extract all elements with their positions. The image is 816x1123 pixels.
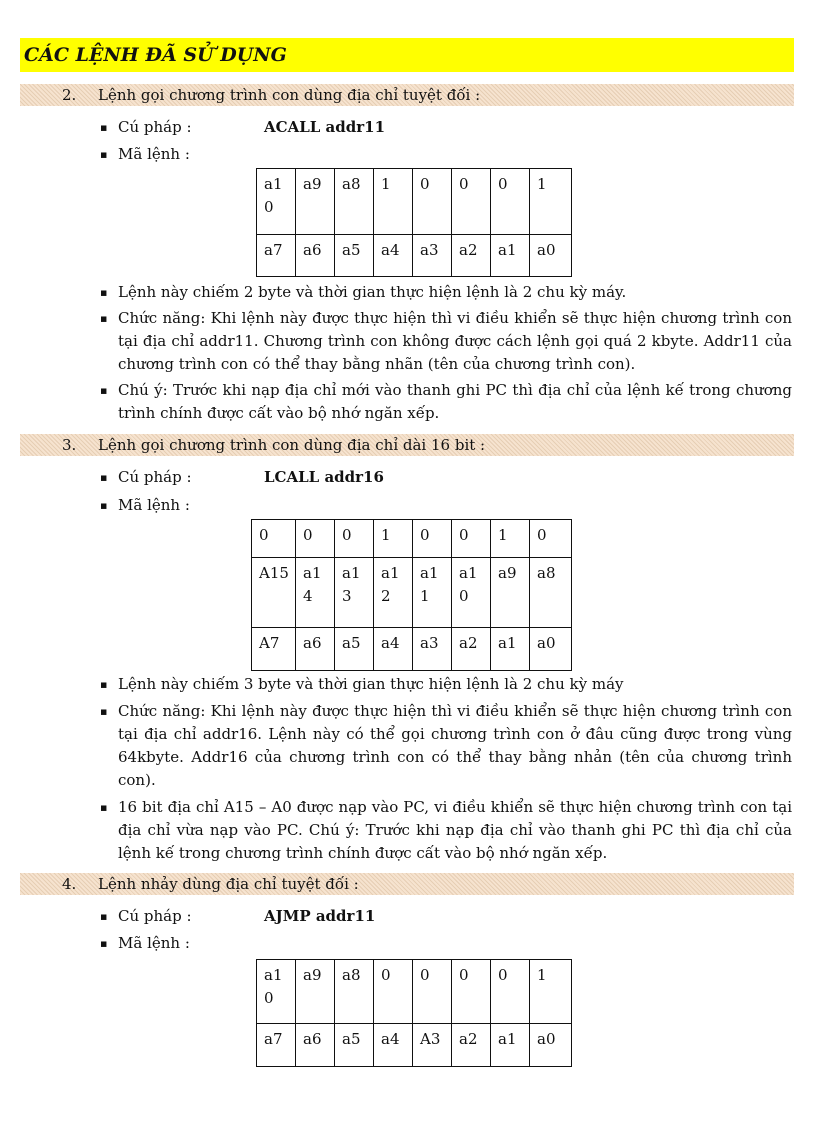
opcode-cell: a3 — [413, 628, 452, 671]
bullet-icon: ▪ — [100, 286, 108, 299]
opcode-cell: a9 — [296, 169, 335, 235]
opcode-label: Mã lệnh : — [118, 145, 190, 163]
section-heading-2 — [20, 84, 794, 106]
opcode-cell: a0 — [530, 235, 572, 277]
bullet-icon: ▪ — [100, 499, 108, 512]
opcode-label: Mã lệnh : — [118, 934, 190, 952]
section-number: 4. — [62, 875, 77, 893]
opcode-cell: a4 — [374, 628, 413, 671]
opcode-cell: a4 — [374, 235, 413, 277]
opcode-label: Mã lệnh : — [118, 496, 190, 514]
opcode-cell: 1 — [530, 169, 572, 235]
syntax-label: Cú pháp : — [118, 118, 192, 136]
opcode-cell: a14 — [296, 558, 335, 628]
opcode-cell: a0 — [530, 1024, 572, 1067]
opcode-cell: a6 — [296, 1024, 335, 1067]
bullet-icon: ▪ — [100, 910, 108, 923]
opcode-cell: A3 — [413, 1024, 452, 1067]
opcode-cell: 0 — [413, 169, 452, 235]
opcode-cell: 0 — [530, 520, 572, 558]
opcode-cell: A7 — [252, 628, 296, 671]
page-title: CÁC LỆNH ĐÃ SỬ DỤNG — [20, 38, 794, 72]
bullet-icon: ▪ — [100, 384, 108, 397]
opcode-cell: A15 — [252, 558, 296, 628]
bullet-icon: ▪ — [100, 148, 108, 161]
bullet-icon: ▪ — [100, 121, 108, 134]
bullet-icon: ▪ — [100, 937, 108, 950]
opcode-cell: a13 — [335, 558, 374, 628]
opcode-cell: 0 — [413, 520, 452, 558]
opcode-cell: a2 — [452, 1024, 491, 1067]
note-text: Chức năng: Khi lệnh này được thực hiện thì vi điều khiển sẽ thực hiện chương trình con tại địa chỉ addr11. Chương trình con không được cách lệnh gọi quá 2 kbyte. Addr11 của chương trình con có thể thay bằng nhãn (tên của chương trình con). — [118, 309, 792, 373]
bullet-icon: ▪ — [100, 471, 108, 484]
opcode-cell: 0 — [374, 960, 413, 1024]
opcode-cell: a1 — [491, 628, 530, 671]
bullet-icon: ▪ — [100, 312, 108, 325]
opcode-cell: 0 — [335, 520, 374, 558]
opcode-cell: a2 — [452, 628, 491, 671]
opcode-cell: a5 — [335, 235, 374, 277]
opcode-row — [257, 960, 572, 1024]
opcode-cell: 0 — [452, 960, 491, 1024]
opcode-cell: a6 — [296, 235, 335, 277]
opcode-cell: a9 — [491, 558, 530, 628]
opcode-cell: a0 — [530, 628, 572, 671]
opcode-cell: a8 — [335, 960, 374, 1024]
opcode-cell: 0 — [296, 520, 335, 558]
opcode-row — [252, 558, 572, 628]
opcode-cell: a8 — [530, 558, 572, 628]
opcode-cell: a10 — [452, 558, 491, 628]
section-heading-text: Lệnh nhảy dùng địa chỉ tuyệt đối : — [98, 875, 359, 893]
opcode-cell: 0 — [413, 960, 452, 1024]
opcode-cell: 1 — [374, 520, 413, 558]
opcode-row — [252, 628, 572, 671]
opcode-cell: 0 — [452, 520, 491, 558]
section-number: 3. — [62, 436, 77, 454]
syntax-value: ACALL addr11 — [264, 118, 386, 136]
opcode-cell: a2 — [452, 235, 491, 277]
opcode-cell: a6 — [296, 628, 335, 671]
bullet-icon: ▪ — [100, 705, 108, 718]
opcode-cell: a11 — [413, 558, 452, 628]
opcode-cell: 0 — [452, 169, 491, 235]
opcode-cell: 0 — [252, 520, 296, 558]
note-text: Chức năng: Khi lệnh này được thực hiện thì vi điều khiển sẽ thực hiện chương trình con tại địa chỉ addr16. Lệnh này có thể gọi chương trình con ở đâu cũng được trong vùng 64kbyte. Addr16 của chương trình con có thể thay bằng nhản (tên của chương trình con). — [118, 702, 792, 789]
section-number: 2. — [62, 86, 77, 104]
section-heading-text: Lệnh gọi chương trình con dùng địa chỉ tuyệt đối : — [98, 86, 481, 104]
section-heading-3 — [20, 434, 794, 456]
opcode-cell: a10 — [257, 960, 296, 1024]
opcode-cell: 1 — [491, 520, 530, 558]
note-text: 16 bit địa chỉ A15 – A0 được nạp vào PC, vi điều khiển sẽ thực hiện chương trình con tại địa chỉ vừa nạp vào PC. Chú ý: Trước khi nạp địa chỉ vào thanh ghi PC thì địa chỉ của lệnh kế trong chương trình chính được cất vào bộ nhớ ngăn xếp. — [118, 798, 792, 862]
opcode-table — [251, 519, 572, 671]
note-text: Chú ý: Trước khi nạp địa chỉ mới vào thanh ghi PC thì địa chỉ của lệnh kế trong chương trình chính được cất vào bộ nhớ ngăn xếp. — [118, 381, 792, 422]
note-text: Lệnh này chiếm 2 byte và thời gian thực hiện lệnh là 2 chu kỳ máy. — [118, 283, 627, 301]
opcode-cell: a5 — [335, 628, 374, 671]
opcode-cell: a7 — [257, 235, 296, 277]
bullet-icon: ▪ — [100, 801, 108, 814]
opcode-cell: 1 — [374, 169, 413, 235]
opcode-cell: 0 — [491, 960, 530, 1024]
syntax-label: Cú pháp : — [118, 907, 192, 925]
opcode-cell: a1 — [491, 1024, 530, 1067]
opcode-table — [256, 168, 572, 277]
opcode-row — [257, 169, 572, 235]
section-heading-text: Lệnh gọi chương trình con dùng địa chỉ dài 16 bit : — [98, 436, 486, 454]
opcode-cell: a4 — [374, 1024, 413, 1067]
section-heading-4 — [20, 873, 794, 895]
syntax-value: LCALL addr16 — [264, 468, 384, 486]
opcode-cell: a3 — [413, 235, 452, 277]
opcode-cell: a5 — [335, 1024, 374, 1067]
opcode-cell: a7 — [257, 1024, 296, 1067]
opcode-row — [257, 1024, 572, 1067]
bullet-icon: ▪ — [100, 678, 108, 691]
opcode-cell: 0 — [491, 169, 530, 235]
syntax-label: Cú pháp : — [118, 468, 192, 486]
note-text: Lệnh này chiếm 3 byte và thời gian thực hiện lệnh là 2 chu kỳ máy — [118, 675, 624, 693]
opcode-row — [252, 520, 572, 558]
opcode-row — [257, 235, 572, 277]
opcode-cell: a10 — [257, 169, 296, 235]
opcode-cell: a12 — [374, 558, 413, 628]
opcode-table — [256, 959, 572, 1067]
opcode-cell: a8 — [335, 169, 374, 235]
opcode-cell: 1 — [530, 960, 572, 1024]
opcode-cell: a9 — [296, 960, 335, 1024]
syntax-value: AJMP addr11 — [264, 907, 376, 925]
opcode-cell: a1 — [491, 235, 530, 277]
